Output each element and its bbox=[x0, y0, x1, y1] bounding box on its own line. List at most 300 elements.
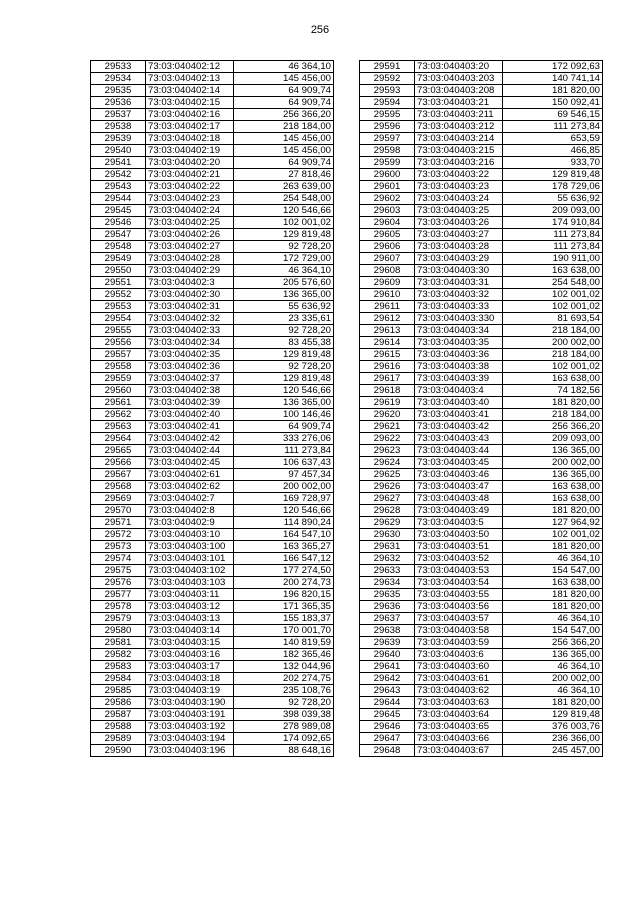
right-table-body bbox=[360, 61, 603, 757]
table-row bbox=[91, 373, 334, 385]
left-cadastral-table bbox=[90, 60, 334, 757]
row-number-cell: 29538 bbox=[91, 121, 146, 133]
cadastral-number-cell: 73:03:040403:50 bbox=[415, 529, 503, 541]
table-row bbox=[360, 589, 603, 601]
cadastral-number-cell: 73:03:040402:15 bbox=[146, 97, 234, 109]
row-number-cell: 29615 bbox=[360, 349, 415, 361]
cost-value-cell: 171 365,35 bbox=[234, 601, 334, 613]
row-number-cell: 29590 bbox=[91, 745, 146, 757]
cadastral-number-cell: 73:03:040403:203 bbox=[415, 73, 503, 85]
cadastral-number-cell: 73:03:040403:67 bbox=[415, 745, 503, 757]
cadastral-number-cell: 73:03:040403:19 bbox=[146, 685, 234, 697]
cadastral-number-cell: 73:03:040402:36 bbox=[146, 361, 234, 373]
table-row bbox=[360, 121, 603, 133]
table-row bbox=[91, 193, 334, 205]
cadastral-number-cell: 73:03:040403:4 bbox=[415, 385, 503, 397]
table-row bbox=[91, 661, 334, 673]
row-number-cell: 29546 bbox=[91, 217, 146, 229]
row-number-cell: 29586 bbox=[91, 697, 146, 709]
table-row bbox=[91, 85, 334, 97]
table-row bbox=[360, 61, 603, 73]
cost-value-cell: 169 728,97 bbox=[234, 493, 334, 505]
cost-value-cell: 170 001,70 bbox=[234, 625, 334, 637]
cadastral-number-cell: 73:03:040403:36 bbox=[415, 349, 503, 361]
row-number-cell: 29607 bbox=[360, 253, 415, 265]
cadastral-number-cell: 73:03:040403:38 bbox=[415, 361, 503, 373]
cadastral-number-cell: 73:03:040402:33 bbox=[146, 325, 234, 337]
cadastral-number-cell: 73:03:040402:38 bbox=[146, 385, 234, 397]
cadastral-number-cell: 73:03:040403:13 bbox=[146, 613, 234, 625]
row-number-cell: 29634 bbox=[360, 577, 415, 589]
table-row bbox=[91, 529, 334, 541]
table-row bbox=[91, 133, 334, 145]
cost-value-cell: 245 457,00 bbox=[503, 745, 603, 757]
table-row bbox=[360, 181, 603, 193]
cadastral-number-cell: 73:03:040402:27 bbox=[146, 241, 234, 253]
cadastral-number-cell: 73:03:040403:45 bbox=[415, 457, 503, 469]
row-number-cell: 29624 bbox=[360, 457, 415, 469]
table-row bbox=[91, 721, 334, 733]
cost-value-cell: 132 044,96 bbox=[234, 661, 334, 673]
row-number-cell: 29568 bbox=[91, 481, 146, 493]
cadastral-number-cell: 73:03:040403:28 bbox=[415, 241, 503, 253]
table-row bbox=[360, 577, 603, 589]
table-row bbox=[91, 61, 334, 73]
cadastral-number-cell: 73:03:040403:33 bbox=[415, 301, 503, 313]
cadastral-number-cell: 73:03:040402:21 bbox=[146, 169, 234, 181]
table-row bbox=[360, 217, 603, 229]
cadastral-number-cell: 73:03:040402:18 bbox=[146, 133, 234, 145]
row-number-cell: 29539 bbox=[91, 133, 146, 145]
cadastral-number-cell: 73:03:040403:44 bbox=[415, 445, 503, 457]
cadastral-number-cell: 73:03:040403:58 bbox=[415, 625, 503, 637]
cadastral-number-cell: 73:03:040403:15 bbox=[146, 637, 234, 649]
cost-value-cell: 163 365,27 bbox=[234, 541, 334, 553]
row-number-cell: 29640 bbox=[360, 649, 415, 661]
table-row bbox=[91, 289, 334, 301]
row-number-cell: 29562 bbox=[91, 409, 146, 421]
row-number-cell: 29648 bbox=[360, 745, 415, 757]
cost-value-cell: 129 819,48 bbox=[234, 349, 334, 361]
cadastral-number-cell: 73:03:040403:55 bbox=[415, 589, 503, 601]
table-row bbox=[360, 385, 603, 397]
row-number-cell: 29556 bbox=[91, 337, 146, 349]
cadastral-number-cell: 73:03:040403:31 bbox=[415, 277, 503, 289]
cost-value-cell: 196 820,15 bbox=[234, 589, 334, 601]
table-row bbox=[360, 205, 603, 217]
row-number-cell: 29578 bbox=[91, 601, 146, 613]
row-number-cell: 29545 bbox=[91, 205, 146, 217]
table-row bbox=[91, 697, 334, 709]
row-number-cell: 29540 bbox=[91, 145, 146, 157]
table-row bbox=[360, 337, 603, 349]
row-number-cell: 29557 bbox=[91, 349, 146, 361]
cost-value-cell: 254 548,00 bbox=[234, 193, 334, 205]
table-row bbox=[91, 709, 334, 721]
cost-value-cell: 140 819,59 bbox=[234, 637, 334, 649]
row-number-cell: 29576 bbox=[91, 577, 146, 589]
cost-value-cell: 205 576,60 bbox=[234, 277, 334, 289]
cost-value-cell: 46 364,10 bbox=[503, 613, 603, 625]
row-number-cell: 29560 bbox=[91, 385, 146, 397]
cost-value-cell: 129 819,48 bbox=[234, 373, 334, 385]
cadastral-number-cell: 73:03:040403:32 bbox=[415, 289, 503, 301]
cadastral-number-cell: 73:03:040403:208 bbox=[415, 85, 503, 97]
row-number-cell: 29581 bbox=[91, 637, 146, 649]
cadastral-number-cell: 73:03:040402:8 bbox=[146, 505, 234, 517]
cost-value-cell: 200 274,73 bbox=[234, 577, 334, 589]
cost-value-cell: 150 092,41 bbox=[503, 97, 603, 109]
table-row bbox=[360, 685, 603, 697]
cost-value-cell: 111 273,84 bbox=[503, 229, 603, 241]
table-row bbox=[91, 421, 334, 433]
row-number-cell: 29617 bbox=[360, 373, 415, 385]
right-cadastral-table bbox=[359, 60, 603, 757]
row-number-cell: 29612 bbox=[360, 313, 415, 325]
cadastral-number-cell: 73:03:040403:27 bbox=[415, 229, 503, 241]
row-number-cell: 29551 bbox=[91, 277, 146, 289]
table-row bbox=[360, 517, 603, 529]
table-row bbox=[91, 145, 334, 157]
row-number-cell: 29549 bbox=[91, 253, 146, 265]
table-row bbox=[360, 361, 603, 373]
cost-value-cell: 155 183,37 bbox=[234, 613, 334, 625]
cost-value-cell: 163 638,00 bbox=[503, 493, 603, 505]
cost-value-cell: 46 364,10 bbox=[234, 61, 334, 73]
row-number-cell: 29636 bbox=[360, 601, 415, 613]
cadastral-number-cell: 73:03:040402:14 bbox=[146, 85, 234, 97]
cost-value-cell: 92 728,20 bbox=[234, 361, 334, 373]
cost-value-cell: 163 638,00 bbox=[503, 265, 603, 277]
row-number-cell: 29602 bbox=[360, 193, 415, 205]
table-row bbox=[360, 733, 603, 745]
cadastral-number-cell: 73:03:040403:51 bbox=[415, 541, 503, 553]
row-number-cell: 29587 bbox=[91, 709, 146, 721]
table-row bbox=[91, 505, 334, 517]
table-row bbox=[91, 181, 334, 193]
table-row bbox=[360, 709, 603, 721]
row-number-cell: 29616 bbox=[360, 361, 415, 373]
table-row bbox=[360, 721, 603, 733]
row-number-cell: 29601 bbox=[360, 181, 415, 193]
table-row bbox=[91, 97, 334, 109]
cost-value-cell: 111 273,84 bbox=[503, 241, 603, 253]
table-row bbox=[91, 589, 334, 601]
cost-value-cell: 64 909,74 bbox=[234, 157, 334, 169]
table-row bbox=[360, 457, 603, 469]
cost-value-cell: 181 820,00 bbox=[503, 397, 603, 409]
cost-value-cell: 129 819,48 bbox=[503, 709, 603, 721]
cost-value-cell: 218 184,00 bbox=[503, 409, 603, 421]
cadastral-number-cell: 73:03:040402:16 bbox=[146, 109, 234, 121]
table-row bbox=[91, 673, 334, 685]
cadastral-number-cell: 73:03:040403:23 bbox=[415, 181, 503, 193]
cost-value-cell: 83 455,38 bbox=[234, 337, 334, 349]
row-number-cell: 29564 bbox=[91, 433, 146, 445]
cost-value-cell: 933,70 bbox=[503, 157, 603, 169]
row-number-cell: 29637 bbox=[360, 613, 415, 625]
row-number-cell: 29632 bbox=[360, 553, 415, 565]
cost-value-cell: 145 456,00 bbox=[234, 133, 334, 145]
cadastral-number-cell: 73:03:040403:5 bbox=[415, 517, 503, 529]
cost-value-cell: 102 001,02 bbox=[503, 301, 603, 313]
cost-value-cell: 466,85 bbox=[503, 145, 603, 157]
cadastral-number-cell: 73:03:040403:41 bbox=[415, 409, 503, 421]
row-number-cell: 29592 bbox=[360, 73, 415, 85]
table-row bbox=[91, 397, 334, 409]
row-number-cell: 29561 bbox=[91, 397, 146, 409]
table-row bbox=[360, 169, 603, 181]
table-row bbox=[91, 241, 334, 253]
cadastral-number-cell: 73:03:040403:46 bbox=[415, 469, 503, 481]
row-number-cell: 29589 bbox=[91, 733, 146, 745]
row-number-cell: 29534 bbox=[91, 73, 146, 85]
row-number-cell: 29544 bbox=[91, 193, 146, 205]
cadastral-number-cell: 73:03:040402:17 bbox=[146, 121, 234, 133]
cost-value-cell: 181 820,00 bbox=[503, 85, 603, 97]
row-number-cell: 29594 bbox=[360, 97, 415, 109]
row-number-cell: 29604 bbox=[360, 217, 415, 229]
cost-value-cell: 278 989,08 bbox=[234, 721, 334, 733]
cadastral-number-cell: 73:03:040403:59 bbox=[415, 637, 503, 649]
row-number-cell: 29570 bbox=[91, 505, 146, 517]
cost-value-cell: 129 819,48 bbox=[503, 169, 603, 181]
cadastral-number-cell: 73:03:040403:25 bbox=[415, 205, 503, 217]
cost-value-cell: 181 820,00 bbox=[503, 601, 603, 613]
cost-value-cell: 653,59 bbox=[503, 133, 603, 145]
cadastral-number-cell: 73:03:040403:216 bbox=[415, 157, 503, 169]
table-row bbox=[360, 649, 603, 661]
cadastral-number-cell: 73:03:040402:32 bbox=[146, 313, 234, 325]
cadastral-number-cell: 73:03:040403:35 bbox=[415, 337, 503, 349]
cost-value-cell: 74 182,56 bbox=[503, 385, 603, 397]
cadastral-number-cell: 73:03:040403:20 bbox=[415, 61, 503, 73]
cost-value-cell: 136 365,00 bbox=[234, 289, 334, 301]
table-row bbox=[360, 409, 603, 421]
row-number-cell: 29646 bbox=[360, 721, 415, 733]
cadastral-number-cell: 73:03:040403:49 bbox=[415, 505, 503, 517]
row-number-cell: 29588 bbox=[91, 721, 146, 733]
cost-value-cell: 181 820,00 bbox=[503, 697, 603, 709]
cost-value-cell: 218 184,00 bbox=[503, 325, 603, 337]
cadastral-number-cell: 73:03:040402:3 bbox=[146, 277, 234, 289]
cadastral-number-cell: 73:03:040403:57 bbox=[415, 613, 503, 625]
cost-value-cell: 145 456,00 bbox=[234, 73, 334, 85]
row-number-cell: 29621 bbox=[360, 421, 415, 433]
table-row bbox=[91, 445, 334, 457]
cost-value-cell: 200 002,00 bbox=[503, 337, 603, 349]
cadastral-number-cell: 73:03:040402:29 bbox=[146, 265, 234, 277]
table-row bbox=[91, 481, 334, 493]
table-row bbox=[360, 637, 603, 649]
cost-value-cell: 111 273,84 bbox=[234, 445, 334, 457]
cost-value-cell: 163 638,00 bbox=[503, 481, 603, 493]
cost-value-cell: 218 184,00 bbox=[234, 121, 334, 133]
table-row bbox=[360, 697, 603, 709]
table-row bbox=[360, 325, 603, 337]
row-number-cell: 29633 bbox=[360, 565, 415, 577]
row-number-cell: 29611 bbox=[360, 301, 415, 313]
cost-value-cell: 376 003,76 bbox=[503, 721, 603, 733]
row-number-cell: 29631 bbox=[360, 541, 415, 553]
row-number-cell: 29638 bbox=[360, 625, 415, 637]
table-row bbox=[91, 733, 334, 745]
table-row bbox=[91, 577, 334, 589]
cost-value-cell: 106 637,43 bbox=[234, 457, 334, 469]
table-row bbox=[91, 553, 334, 565]
cadastral-number-cell: 73:03:040403:42 bbox=[415, 421, 503, 433]
cadastral-number-cell: 73:03:040403:103 bbox=[146, 577, 234, 589]
table-row bbox=[360, 529, 603, 541]
cadastral-number-cell: 73:03:040403:64 bbox=[415, 709, 503, 721]
cost-value-cell: 136 365,00 bbox=[503, 649, 603, 661]
table-row bbox=[360, 445, 603, 457]
row-number-cell: 29571 bbox=[91, 517, 146, 529]
cost-value-cell: 120 546,66 bbox=[234, 505, 334, 517]
table-row bbox=[91, 253, 334, 265]
table-row bbox=[91, 229, 334, 241]
row-number-cell: 29583 bbox=[91, 661, 146, 673]
table-row bbox=[91, 73, 334, 85]
table-row bbox=[91, 457, 334, 469]
table-row bbox=[91, 613, 334, 625]
row-number-cell: 29599 bbox=[360, 157, 415, 169]
cost-value-cell: 218 184,00 bbox=[503, 349, 603, 361]
row-number-cell: 29635 bbox=[360, 589, 415, 601]
cadastral-number-cell: 73:03:040402:20 bbox=[146, 157, 234, 169]
cadastral-number-cell: 73:03:040402:13 bbox=[146, 73, 234, 85]
row-number-cell: 29572 bbox=[91, 529, 146, 541]
table-row bbox=[360, 625, 603, 637]
cadastral-number-cell: 73:03:040402:7 bbox=[146, 493, 234, 505]
cost-value-cell: 46 364,10 bbox=[503, 661, 603, 673]
table-row bbox=[91, 745, 334, 757]
table-row bbox=[91, 517, 334, 529]
cadastral-number-cell: 73:03:040403:10 bbox=[146, 529, 234, 541]
cost-value-cell: 23 335,61 bbox=[234, 313, 334, 325]
cost-value-cell: 202 274,75 bbox=[234, 673, 334, 685]
cost-value-cell: 209 093,00 bbox=[503, 205, 603, 217]
row-number-cell: 29613 bbox=[360, 325, 415, 337]
cadastral-number-cell: 73:03:040403:66 bbox=[415, 733, 503, 745]
cost-value-cell: 145 456,00 bbox=[234, 145, 334, 157]
table-row bbox=[91, 493, 334, 505]
row-number-cell: 29569 bbox=[91, 493, 146, 505]
cost-value-cell: 200 002,00 bbox=[503, 457, 603, 469]
cost-value-cell: 163 638,00 bbox=[503, 577, 603, 589]
cost-value-cell: 172 092,63 bbox=[503, 61, 603, 73]
cost-value-cell: 64 909,74 bbox=[234, 97, 334, 109]
cadastral-number-cell: 73:03:040403:16 bbox=[146, 649, 234, 661]
row-number-cell: 29567 bbox=[91, 469, 146, 481]
table-row bbox=[360, 241, 603, 253]
table-row bbox=[360, 397, 603, 409]
table-row bbox=[360, 109, 603, 121]
cost-value-cell: 263 639,00 bbox=[234, 181, 334, 193]
row-number-cell: 29639 bbox=[360, 637, 415, 649]
cadastral-number-cell: 73:03:040403:63 bbox=[415, 697, 503, 709]
cadastral-number-cell: 73:03:040402:12 bbox=[146, 61, 234, 73]
table-row bbox=[91, 157, 334, 169]
table-row bbox=[360, 289, 603, 301]
row-number-cell: 29645 bbox=[360, 709, 415, 721]
row-number-cell: 29593 bbox=[360, 85, 415, 97]
row-number-cell: 29622 bbox=[360, 433, 415, 445]
table-row bbox=[360, 301, 603, 313]
row-number-cell: 29554 bbox=[91, 313, 146, 325]
cadastral-number-cell: 73:03:040403:34 bbox=[415, 325, 503, 337]
row-number-cell: 29541 bbox=[91, 157, 146, 169]
table-row bbox=[360, 265, 603, 277]
row-number-cell: 29565 bbox=[91, 445, 146, 457]
cadastral-number-cell: 73:03:040403:48 bbox=[415, 493, 503, 505]
table-row bbox=[91, 685, 334, 697]
cost-value-cell: 129 819,48 bbox=[234, 229, 334, 241]
cost-value-cell: 102 001,02 bbox=[503, 289, 603, 301]
table-row bbox=[360, 349, 603, 361]
cadastral-number-cell: 73:03:040403:12 bbox=[146, 601, 234, 613]
row-number-cell: 29559 bbox=[91, 373, 146, 385]
cost-value-cell: 256 366,20 bbox=[234, 109, 334, 121]
cadastral-number-cell: 73:03:040402:22 bbox=[146, 181, 234, 193]
row-number-cell: 29595 bbox=[360, 109, 415, 121]
left-table-body bbox=[91, 61, 334, 757]
cadastral-number-cell: 73:03:040403:14 bbox=[146, 625, 234, 637]
cadastral-number-cell: 73:03:040402:31 bbox=[146, 301, 234, 313]
table-row bbox=[360, 601, 603, 613]
cost-value-cell: 181 820,00 bbox=[503, 505, 603, 517]
table-row bbox=[360, 469, 603, 481]
table-row bbox=[360, 433, 603, 445]
table-row bbox=[91, 109, 334, 121]
cadastral-number-cell: 73:03:040403:214 bbox=[415, 133, 503, 145]
cost-value-cell: 174 092,65 bbox=[234, 733, 334, 745]
cadastral-number-cell: 73:03:040403:211 bbox=[415, 109, 503, 121]
table-row bbox=[360, 97, 603, 109]
cadastral-number-cell: 73:03:040402:44 bbox=[146, 445, 234, 457]
cadastral-number-cell: 73:03:040403:212 bbox=[415, 121, 503, 133]
cost-value-cell: 256 366,20 bbox=[503, 637, 603, 649]
cadastral-number-cell: 73:03:040403:24 bbox=[415, 193, 503, 205]
row-number-cell: 29558 bbox=[91, 361, 146, 373]
cost-value-cell: 136 365,00 bbox=[503, 469, 603, 481]
table-row bbox=[360, 661, 603, 673]
cadastral-number-cell: 73:03:040403:191 bbox=[146, 709, 234, 721]
row-number-cell: 29598 bbox=[360, 145, 415, 157]
cost-value-cell: 27 818,46 bbox=[234, 169, 334, 181]
row-number-cell: 29535 bbox=[91, 85, 146, 97]
cadastral-number-cell: 73:03:040402:23 bbox=[146, 193, 234, 205]
cost-value-cell: 164 547,10 bbox=[234, 529, 334, 541]
table-row bbox=[360, 73, 603, 85]
row-number-cell: 29610 bbox=[360, 289, 415, 301]
row-number-cell: 29641 bbox=[360, 661, 415, 673]
cadastral-number-cell: 73:03:040403:61 bbox=[415, 673, 503, 685]
table-row bbox=[360, 673, 603, 685]
table-row bbox=[360, 157, 603, 169]
cost-value-cell: 190 911,00 bbox=[503, 253, 603, 265]
cadastral-number-cell: 73:03:040403:192 bbox=[146, 721, 234, 733]
table-row bbox=[91, 349, 334, 361]
row-number-cell: 29620 bbox=[360, 409, 415, 421]
row-number-cell: 29548 bbox=[91, 241, 146, 253]
row-number-cell: 29629 bbox=[360, 517, 415, 529]
cost-value-cell: 102 001,02 bbox=[234, 217, 334, 229]
cadastral-number-cell: 73:03:040403:196 bbox=[146, 745, 234, 757]
row-number-cell: 29584 bbox=[91, 673, 146, 685]
cadastral-number-cell: 73:03:040402:28 bbox=[146, 253, 234, 265]
table-row bbox=[91, 121, 334, 133]
